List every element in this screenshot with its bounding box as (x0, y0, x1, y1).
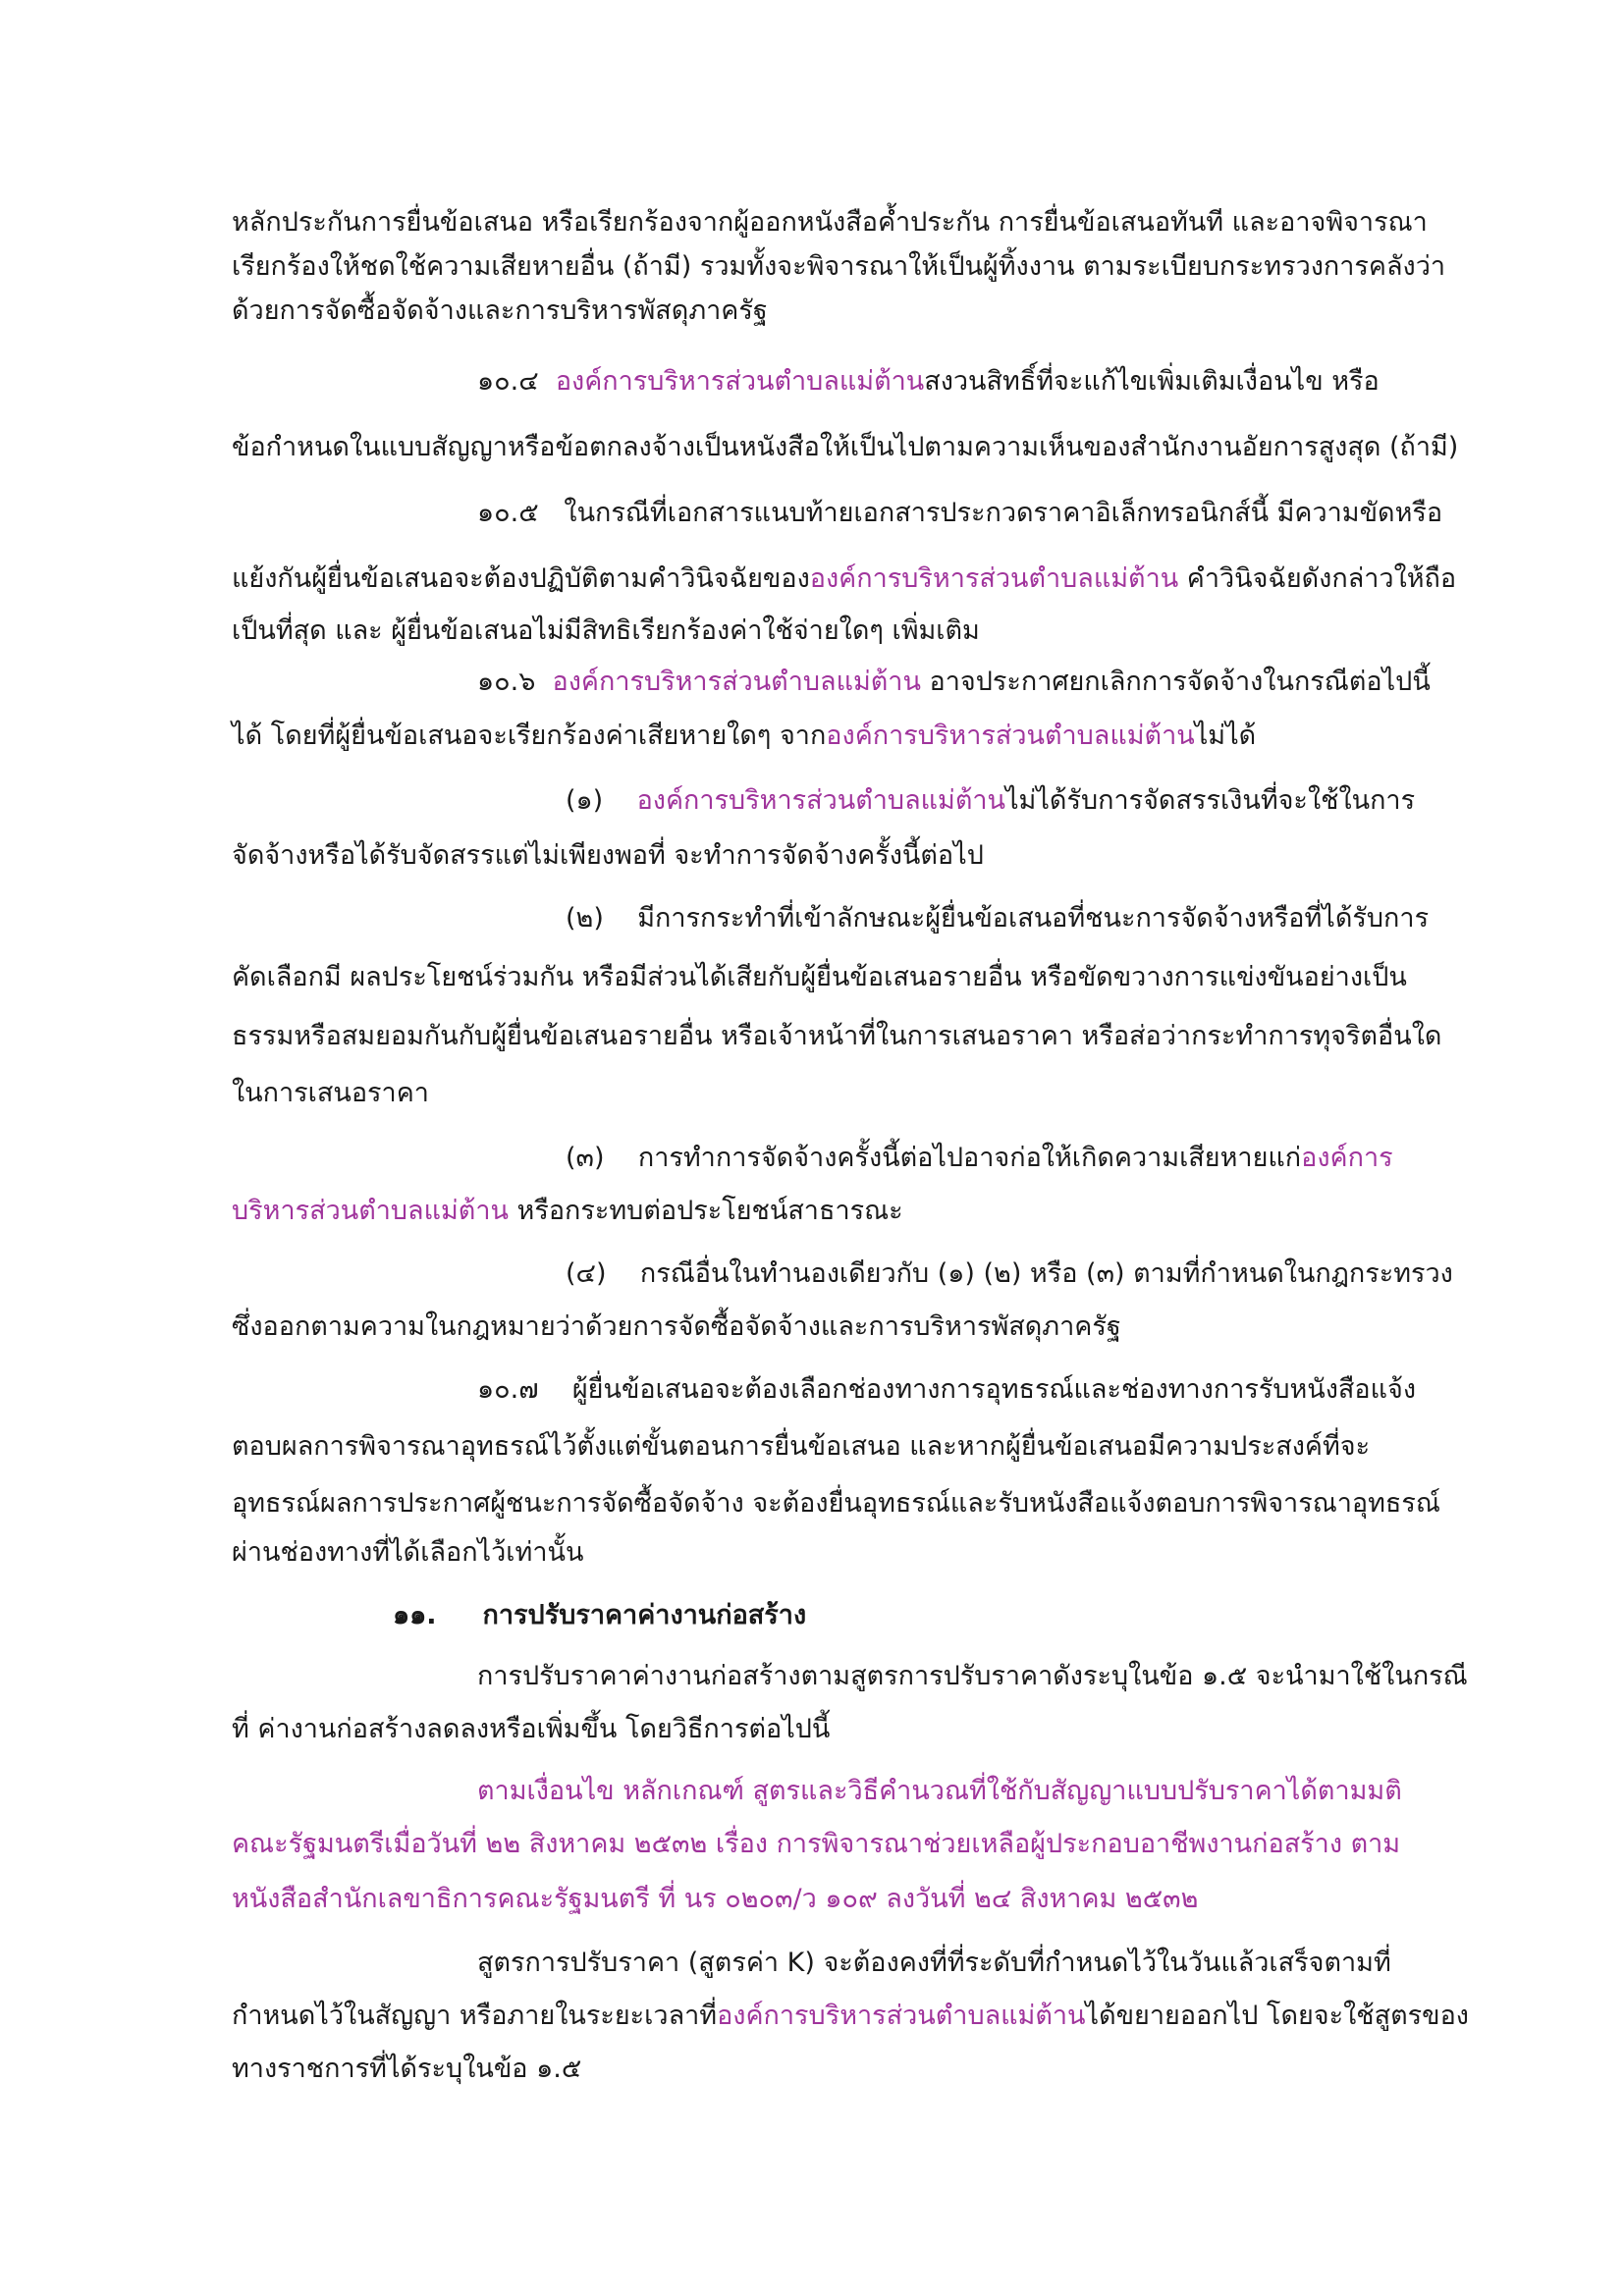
paragraph-line: คัดเลือกมี ผลประโยชน์ร่วมกัน หรือมีส่วนได้เสียกับผู้ยื่นข้อเสนอรายอื่น หรือขัดขวางการแข่งขันอย่างเป็น (232, 962, 1407, 992)
paragraph-line: อุทธรณ์ผลการประกาศผู้ชนะการจัดซื้อจัดจ้าง จะต้องยื่นอุทธรณ์และรับหนังสือแจ้งตอบการพิจารณาอุทธรณ์ (232, 1488, 1440, 1519)
section-title: การปรับราคาค่างานก่อสร้าง (482, 1600, 807, 1630)
paragraph-line: ข้อกำหนดในแบบสัญญาหรือข้อตกลงจ้างเป็นหนังสือให้เป็นไปตามความเห็นของสำนักงานอัยการสูงสุด (ถ้ามี) (232, 432, 1459, 462)
paragraph-line: ในการเสนอราคา (232, 1078, 429, 1108)
clause-number: ๑๐.๖ (477, 667, 536, 697)
subclause-1: (๑) องค์การบริหารส่วนตำบลแม่ต้านไม่ได้รับการจัดสรรเงินที่จะใช้ในการ (566, 785, 1416, 816)
subclause-number: (๓) (566, 1143, 605, 1173)
paragraph-line: ได้ โดยที่ผู้ยื่นข้อเสนอจะเรียกร้องค่าเสียหายใดๆ จากองค์การบริหารส่วนตำบลแม่ต้านไม่ได้ (232, 721, 1257, 751)
org-name-highlight: องค์การบริหารส่วนตำบลแม่ต้าน (636, 785, 1005, 816)
org-name-highlight: องค์การบริหารส่วนตำบลแม่ต้าน (717, 2001, 1086, 2031)
paragraph-line: จัดจ้างหรือได้รับจัดสรรแต่ไม่เพียงพอที่ จะทำการจัดจ้างครั้งนี้ต่อไป (232, 840, 984, 871)
paragraph-line: หลักประกันการยื่นข้อเสนอ หรือเรียกร้องจากผู้ออกหนังสือค้ำประกัน การยื่นข้อเสนอทันที และอาจพิจารณา (232, 207, 1428, 238)
highlighted-paragraph-line: หนังสือสำนักเลขาธิการคณะรัฐมนตรี ที่ นร ๐๒๐๓/ว ๑๐๙ ลงวันที่ ๒๔ สิงหาคม ๒๕๓๒ (232, 1884, 1199, 1914)
clause-10-5: ๑๐.๕ ในกรณีที่เอกสารแนบท้ายเอกสารประกวดราคาอิเล็กทรอนิกส์นี้ มีความขัดหรือ (477, 498, 1443, 528)
paragraph-line: ธรรมหรือสมยอมกันกับผู้ยื่นข้อเสนอรายอื่น หรือเจ้าหน้าที่ในการเสนอราคา หรือส่อว่ากระทำการทุจริตอื่นใด (232, 1021, 1442, 1051)
paragraph-line: กำหนดไว้ในสัญญา หรือภายในระยะเวลาที่องค์การบริหารส่วนตำบลแม่ต้านได้ขยายออกไป โดยจะใช้สูตรของ (232, 2001, 1469, 2031)
subclause-4: (๔) กรณีอื่นในทำนองเดียวกับ (๑) (๒) หรือ (๓) ตามที่กำหนดในกฎกระทรวง (566, 1258, 1453, 1289)
subclause-3: (๓) การทำการจัดจ้างครั้งนี้ต่อไปอาจก่อให้เกิดความเสียหายแก่องค์การ (566, 1143, 1393, 1173)
subclause-2: (๒) มีการกระทำที่เข้าลักษณะผู้ยื่นข้อเสนอที่ชนะการจัดจ้างหรือที่ได้รับการ (566, 903, 1430, 934)
subclause-number: (๔) (566, 1258, 607, 1289)
paragraph-line: ทางราชการที่ได้ระบุในข้อ ๑.๕ (232, 2054, 582, 2084)
paragraph-line: ด้วยการจัดซื้อจัดจ้างและการบริหารพัสดุภาครัฐ (232, 295, 768, 326)
org-name-highlight: องค์การบริหารส่วนตำบลแม่ต้าน (809, 563, 1179, 594)
org-name-highlight: องค์การบริหารส่วนตำบลแม่ต้าน (826, 721, 1195, 751)
paragraph-line: การปรับราคาค่างานก่อสร้างตามสูตรการปรับราคาดังระบุในข้อ ๑.๕ จะนำมาใช้ในกรณี (477, 1661, 1468, 1691)
clause-10-7: ๑๐.๗ ผู้ยื่นข้อเสนอจะต้องเลือกช่องทางการอุทธรณ์และช่องทางการรับหนังสือแจ้ง (477, 1374, 1417, 1405)
paragraph-line: บริหารส่วนตำบลแม่ต้าน หรือกระทบต่อประโยชน์สาธารณะ (232, 1196, 903, 1226)
clause-10-6: ๑๐.๖ องค์การบริหารส่วนตำบลแม่ต้าน อาจประกาศยกเลิกการจัดจ้างในกรณีต่อไปนี้ (477, 667, 1431, 697)
subclause-number: (๑) (566, 785, 604, 816)
subclause-number: (๒) (566, 903, 604, 934)
highlighted-paragraph-line: ตามเงื่อนไข หลักเกณฑ์ สูตรและวิธีคำนวณที่ใช้กับสัญญาแบบปรับราคาได้ตามมติ (477, 1776, 1402, 1806)
paragraph-line: เรียกร้องให้ชดใช้ความเสียหายอื่น (ถ้ามี) รวมทั้งจะพิจารณาให้เป็นผู้ทิ้งงาน ตามระเบียบกระทรวงการคลังว่า (232, 251, 1446, 282)
clause-number: ๑๐.๔ (477, 366, 539, 397)
clause-number: ๑๐.๕ (477, 498, 539, 528)
org-name-highlight: องค์การบริหารส่วนตำบลแม่ต้าน (552, 667, 921, 697)
paragraph-line: ที่ ค่างานก่อสร้างลดลงหรือเพิ่มขึ้น โดยวิธีการต่อไปนี้ (232, 1714, 831, 1744)
clause-10-4: ๑๐.๔ องค์การบริหารส่วนตำบลแม่ต้านสงวนสิทธิ์ที่จะแก้ไขเพิ่มเติมเงื่อนไข หรือ (477, 366, 1380, 397)
org-name-highlight: องค์การบริหารส่วนตำบลแม่ต้าน (555, 366, 925, 397)
paragraph-line: แย้งกันผู้ยื่นข้อเสนอจะต้องปฏิบัติตามคำวินิจฉัยขององค์การบริหารส่วนตำบลแม่ต้าน คำวินิจฉัยดังกล่าวให้ถือ (232, 563, 1457, 594)
highlighted-paragraph-line: คณะรัฐมนตรีเมื่อวันที่ ๒๒ สิงหาคม ๒๕๓๒ เรื่อง การพิจารณาช่วยเหลือผู้ประกอบอาชีพงานก่อสร้าง ตาม (232, 1829, 1401, 1859)
paragraph-line: สูตรการปรับราคา (สูตรค่า K) จะต้องคงที่ที่ระดับที่กำหนดไว้ในวันแล้วเสร็จตามที่ (477, 1948, 1391, 1978)
paragraph-line: ตอบผลการพิจารณาอุทธรณ์ไว้ตั้งแต่ขั้นตอนการยื่นข้อเสนอ และหากผู้ยื่นข้อเสนอมีความประสงค์ที่จะ (232, 1431, 1371, 1462)
section-number: ๑๑. (393, 1600, 437, 1630)
paragraph-line: ผ่านช่องทางที่ได้เลือกไว้เท่านั้น (232, 1537, 584, 1568)
org-name-highlight: บริหารส่วนตำบลแม่ต้าน (232, 1196, 509, 1226)
clause-number: ๑๐.๗ (477, 1374, 539, 1405)
section-11-heading (393, 1596, 806, 1635)
paragraph-line: เป็นที่สุด และ ผู้ยื่นข้อเสนอไม่มีสิทธิเรียกร้องค่าใช้จ่ายใดๆ เพิ่มเติม (232, 615, 980, 646)
org-name-highlight: องค์การ (1301, 1143, 1393, 1173)
paragraph-line: ซึ่งออกตามความในกฎหมายว่าด้วยการจัดซื้อจัดจ้างและการบริหารพัสดุภาครัฐ (232, 1311, 1121, 1342)
